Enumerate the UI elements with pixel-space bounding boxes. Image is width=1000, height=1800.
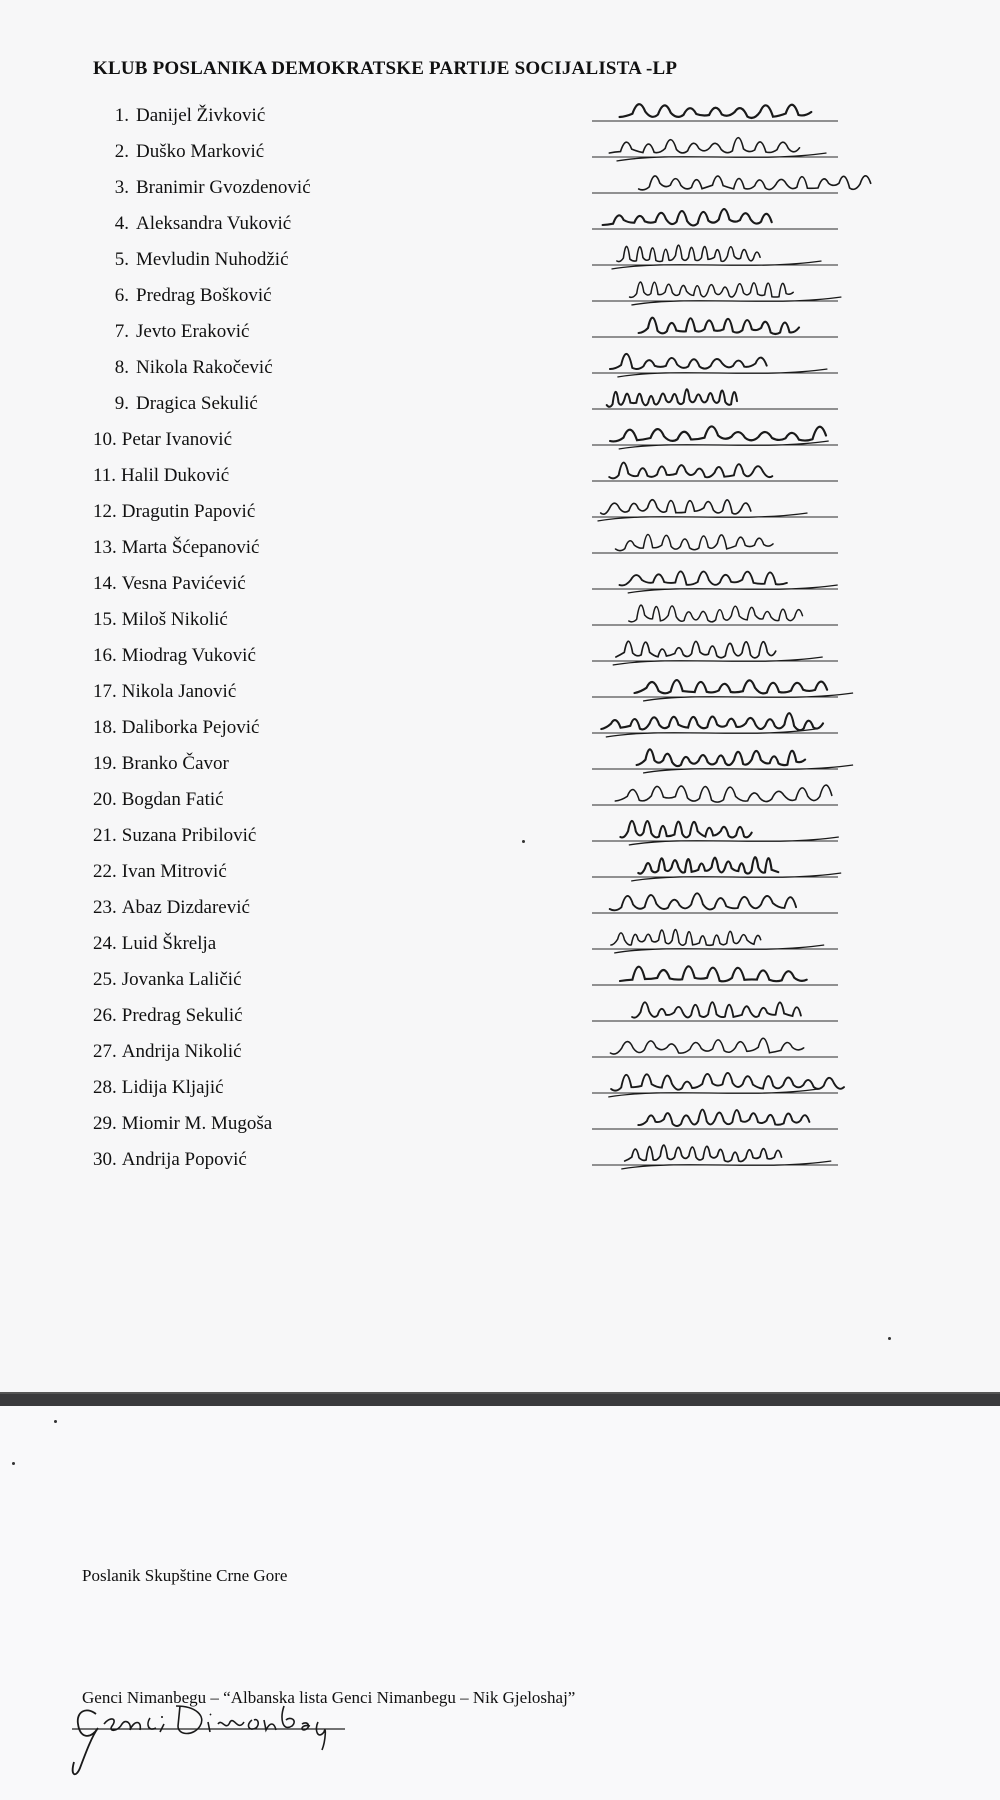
handwritten-signature [609,138,799,153]
member-number: 26. [93,1005,117,1026]
member-name: Miodrag Vuković [121,645,256,666]
handwritten-signature [625,1145,782,1162]
member-number: 16. [93,645,117,666]
handwritten-signature [616,534,774,550]
handwritten-signature [616,641,776,658]
member-name: Ivan Mitrović [121,861,227,882]
speck [888,1337,891,1340]
member-number: 7. [114,321,129,342]
handwritten-signature [610,893,796,910]
member-number: 14. [93,573,117,594]
member-number: 19. [93,753,117,774]
member-name: Dragica Sekulić [136,393,258,414]
member-number: 11. [93,465,117,486]
handwritten-signature [632,1002,801,1017]
handwritten-signature [639,176,871,190]
member-number: 30. [93,1149,117,1170]
member-name: Luid Škrelja [121,933,217,954]
member-name: Miomir M. Mugoša [121,1113,273,1134]
handwritten-signature [639,318,799,334]
member-name: Andrija Popović [121,1149,247,1170]
member-name: Jovanka Laličić [121,969,242,990]
nimanbegu-signature [0,1406,1000,1800]
handwritten-signature [601,500,751,514]
handwritten-signature [638,857,778,873]
member-number: 13. [93,537,117,558]
handwritten-signature [630,282,794,297]
member-name: Halil Duković [121,465,230,486]
handwritten-signature [638,1110,809,1126]
member-name: Marta Šćepanović [121,537,260,558]
member-name: Predrag Sekulić [121,1005,243,1026]
member-name: Mevludin Nuhodžić [136,249,289,270]
member-number: 8. [114,357,129,378]
handwritten-signature [610,426,826,441]
handwritten-signature [611,1073,844,1091]
member-name: Nikola Rakočević [136,357,273,378]
member-number: 5. [114,249,129,270]
handwritten-signature [610,1038,803,1054]
handwritten-signature [610,354,767,369]
member-name: Abaz Dizdarević [121,897,250,918]
member-number: 3. [114,177,129,198]
member-name: Danijel Živković [136,105,266,126]
document-title: KLUB POSLANIKA DEMOKRATSKE PARTIJE SOCIJALISTA -LP [93,58,678,79]
member-number: 27. [93,1041,117,1062]
signatory-name: Genci Nimanbegu – “Albanska lista Genci Nimanbegu – Nik Gjeloshaj” [82,1688,576,1707]
handwritten-signature [617,245,760,261]
member-number: 24. [93,933,117,954]
member-name: Daliborka Pejović [121,717,260,738]
member-name: Predrag Bošković [136,285,272,306]
member-number: 20. [93,789,117,810]
member-name: Bogdan Fatić [121,789,224,810]
member-name: Dragutin Papović [121,501,256,522]
member-name: Andrija Nikolić [121,1041,242,1062]
member-name: Jevto Eraković [136,321,250,342]
member-number: 29. [93,1113,117,1134]
member-number: 25. [93,969,117,990]
handwritten-signature [609,463,772,479]
member-name: Duško Marković [136,141,265,162]
member-number: 23. [93,897,117,918]
member-number: 4. [114,213,129,234]
member-number: 28. [93,1077,117,1098]
handwritten-signature [620,966,807,981]
member-number: 18. [93,717,117,738]
member-name: Aleksandra Vuković [136,213,292,234]
handwritten-signature [601,713,823,730]
member-name: Miloš Nikolić [121,609,228,630]
handwritten-signature [603,209,772,225]
member-name: Petar Ivanović [121,429,233,450]
handwritten-signature [637,749,806,766]
handwritten-signature [615,785,832,802]
member-number: 22. [93,861,117,882]
handwritten-signature [635,680,828,693]
member-number: 2. [114,141,129,162]
member-name: Suzana Pribilović [121,825,257,846]
handwritten-signature [620,104,812,118]
handwritten-signature [620,821,751,838]
member-number: 10. [93,429,117,450]
member-name: Nikola Janović [121,681,237,702]
handwritten-signature [611,930,761,946]
member-name: Vesna Pavićević [121,573,246,594]
member-name: Branko Čavor [121,753,229,774]
member-number: 12. [93,501,117,522]
speck [522,840,525,843]
member-number: 15. [93,609,117,630]
handwritten-signature [607,389,737,407]
member-number: 6. [114,285,129,306]
member-name: Branimir Gvozdenović [136,177,311,198]
member-name: Lidija Kljajić [121,1077,224,1098]
document-page-2 [0,1406,1000,1800]
parliament-caption: Poslanik Skupštine Crne Gore [82,1566,288,1585]
member-number: 1. [114,105,129,126]
handwritten-signature [629,605,803,622]
member-number: 21. [93,825,117,846]
member-number: 9. [114,393,129,414]
member-number: 17. [93,681,117,702]
handwritten-signature [620,571,787,585]
